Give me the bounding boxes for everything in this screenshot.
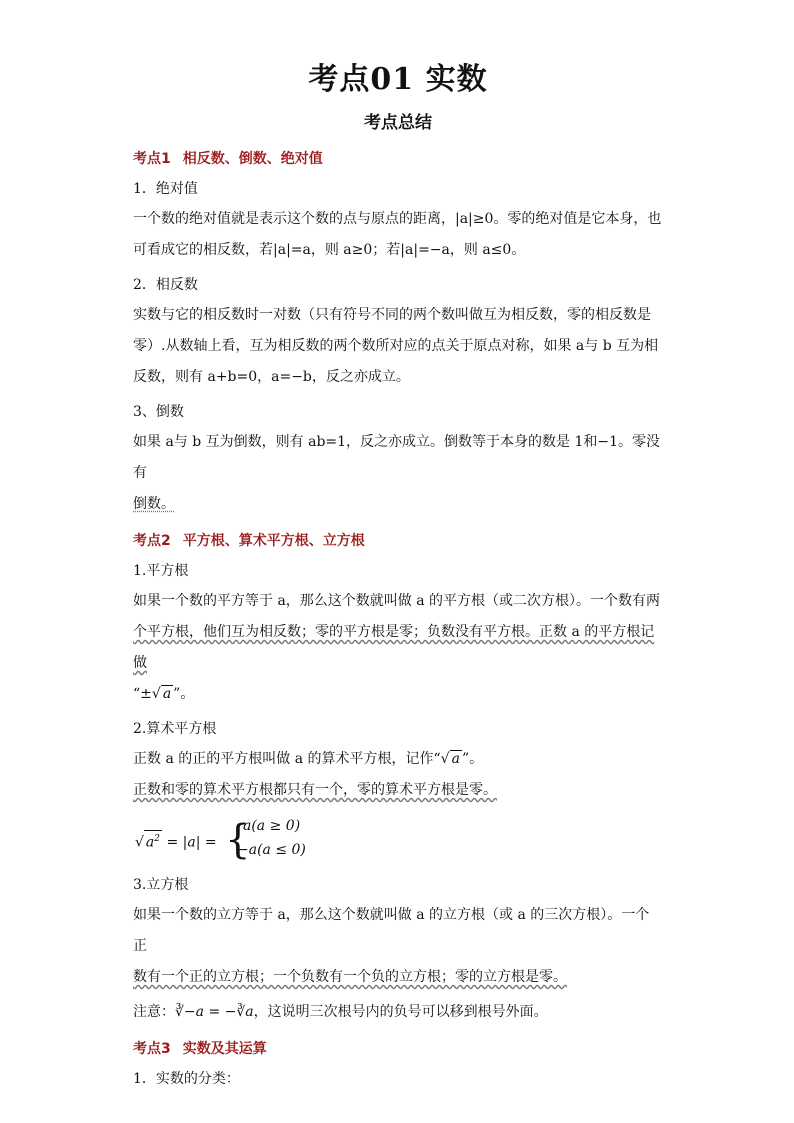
section-heading-2	[133, 530, 663, 552]
section-number: 考点2	[133, 533, 171, 549]
subheading-square-root: 1.平方根	[133, 563, 189, 579]
subheading-cube-root: 3.立方根	[133, 877, 189, 893]
section-title: 相反数、倒数、绝对值	[182, 151, 323, 167]
square-root-symbol: √ $a^2$	[135, 830, 162, 851]
page-subtitle: 考点总结	[364, 113, 432, 133]
note-line: 注意：∛−a = −∛a，这说明三次根号内的负号可以移到根号外面。	[133, 1004, 548, 1020]
text-line: 如果一个数的平方等于 a，那么这个数就叫做 a 的平方根（或二次方根）。一个数有两	[133, 593, 661, 609]
section-title: 实数及其运算	[182, 1041, 267, 1057]
paragraph	[133, 586, 663, 710]
text-line: “±	[133, 686, 152, 702]
formula-case: a(a ≥ 0)	[243, 818, 301, 834]
subheading-opposite: 2．相反数	[133, 277, 198, 293]
square-root-symbol: √ a	[440, 751, 460, 767]
section-title: 平方根、算术平方根、立方根	[182, 533, 365, 549]
formula-case: −a(a ≤ 0)	[237, 842, 306, 858]
text-line: 一个数的绝对值就是表示这个数的点与原点的距离，|a|≥0。零的绝对值是它本身，也	[133, 211, 662, 227]
text-line: 数有一个正的立方根；一个负数有一个负的立方根；零的立方根是零。	[133, 969, 567, 985]
paragraph	[133, 900, 663, 993]
text-line: 正数和零的算术平方根都只有一个，零的算术平方根是零。	[133, 782, 497, 798]
section-heading-1	[133, 148, 663, 170]
text-line: ”。	[173, 686, 195, 702]
subheading-classification: 1．实数的分类：	[133, 1071, 240, 1087]
text-line: 可看成它的相反数，若|a|=a，则 a≥0；若|a|=−a，则 a≤0。	[133, 242, 526, 258]
cube-root-formula: ∛−a = −∛a	[175, 1004, 254, 1020]
text-line: 如果一个数的立方等于 a，那么这个数就叫做 a 的立方根（或 a 的三次方根）。一个正	[133, 907, 650, 954]
formula-abs-sqrt: √ $a^2 = |a|$ = { a(a ≥ 0) −a(a ≤ 0)	[135, 817, 306, 863]
section-heading-3	[133, 1038, 663, 1060]
text-line: 零）.从数轴上看，互为相反数的两个数所对应的点关于原点对称，如果 a与 b 互为相	[133, 338, 659, 354]
paragraph	[133, 300, 663, 393]
paragraph	[133, 204, 663, 266]
text-line: 反数，则有 a+b=0，a=−b，反之亦成立。	[133, 369, 410, 385]
square-root-symbol: √ a	[151, 686, 172, 702]
text-line: 个平方根，他们互为相反数；零的平方根是零；负数没有平方根。正数 a 的平方根记做	[133, 624, 655, 671]
subheading-arithmetic-root: 2.算术平方根	[133, 721, 217, 737]
section-number: 考点1	[133, 151, 171, 167]
subheading-absolute-value: 1．绝对值	[133, 181, 198, 197]
paragraph	[133, 427, 663, 520]
section-number: 考点3	[133, 1041, 171, 1057]
page-title: 考点01 实数	[308, 62, 488, 97]
paragraph	[133, 744, 663, 806]
text-line: 如果 a与 b 互为倒数，则有 ab=1，反之亦成立。倒数等于本身的数是 1和−1。零没有	[133, 434, 661, 481]
text-line: 实数与它的相反数时一对数（只有符号不同的两个数叫做互为相反数，零的相反数是	[133, 307, 651, 323]
left-brace-icon: {	[225, 817, 251, 863]
subheading-reciprocal: 3、倒数	[133, 404, 184, 420]
document-page	[133, 58, 663, 1090]
text-line: 正数 a 的正的平方根叫做 a 的算术平方根，记作“	[133, 751, 441, 767]
text-line: 倒数。	[133, 496, 175, 512]
text-line: ”。	[461, 751, 484, 767]
